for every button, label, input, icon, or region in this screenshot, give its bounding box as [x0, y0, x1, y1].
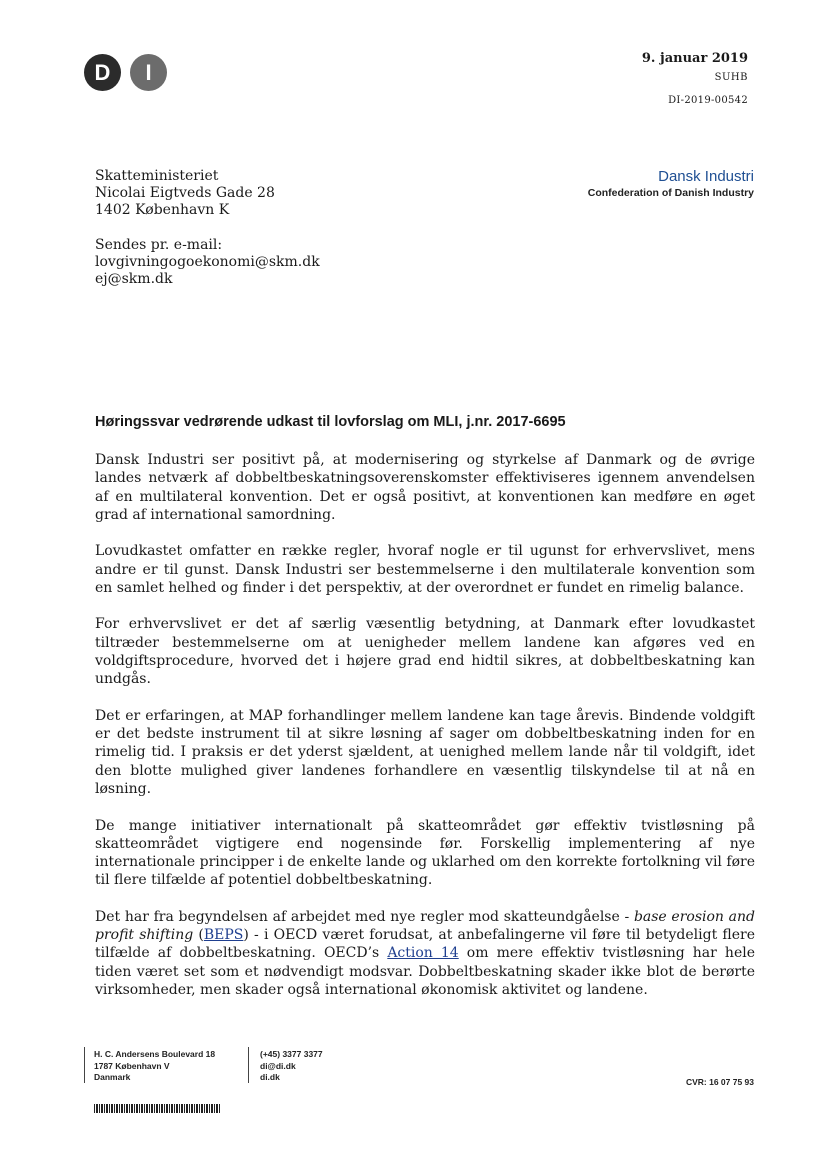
body-italic-text: base erosion and profit shifting [95, 908, 755, 944]
logo-d-circle: D [84, 54, 121, 91]
action-14-link[interactable]: Action 14 [387, 945, 459, 962]
document-title: Høringssvar vedrørende udkast til lovforslag om MLI, j.nr. 2017-6695 [95, 414, 566, 430]
footer-address-line: Danmark [94, 1072, 131, 1082]
recipient-line: 1402 København K [95, 202, 230, 218]
footer-address-line: 1787 København V [94, 1060, 170, 1071]
body-paragraph [95, 908, 755, 999]
brand-name: Dansk Industri [658, 168, 754, 185]
sender-initials: SUHB [714, 72, 748, 83]
body-text: Det har fra begyndelsen af arbejdet med nye regler mod skatteundgåelse - [95, 908, 634, 925]
body-paragraph: Lovudkastet omfatter en række regler, hvoraf nogle er til ugunst for erhvervslivet, mens andre er til gunst. Dansk Industri ser bestemmelserne i den multilaterale konvention som en samlet helhed og finder i det perspektiv, at der overordnet er fundet en rimelig balance. [95, 543, 755, 596]
footer-address [94, 1049, 215, 1084]
footer-divider [84, 1047, 85, 1083]
recipient-address [95, 168, 275, 219]
recipient-line: Skatteministeriet [95, 168, 219, 184]
beps-link[interactable]: BEPS [203, 927, 244, 944]
footer-contact [260, 1049, 323, 1084]
footer-email: di@di.dk [260, 1060, 296, 1071]
footer-cvr: CVR: 16 07 75 93 [685, 1077, 754, 1087]
email-address: ej@skm.dk [95, 271, 173, 287]
email-address: lovgivningogoekonomi@skm.dk [95, 254, 320, 270]
body-text: om mere effektiv tvistløsning har hele tiden været set som et nødvendigt modsvar. Dobbeltbeskatning skader ikke blot de berørte virksomheder, men skader også international økonomisk aktivitet og landene. [95, 945, 755, 999]
footer-phone: (+45) 3377 3377 [260, 1049, 323, 1059]
body-text: ( [193, 927, 204, 944]
body-paragraph: De mange initiativer internationalt på skatteområdet gør effektiv tvistløsning på skatteområdet vigtigere end nogensinde før. Forskellig implementering af nye internationale principper i de enkelte lande og uklarhed om den korrekte fortolkning vil føre til flere tilfælde af potentiel dobbeltbeskatning. [95, 817, 755, 889]
footer-address-line: H. C. Andersens Boulevard 18 [94, 1049, 216, 1059]
send-by-email-block [95, 237, 320, 288]
brand-subtitle: Confederation of Danish Industry [587, 187, 754, 199]
logo-i-circle: I [130, 54, 167, 91]
footer-website: di.dk [260, 1072, 280, 1082]
send-label: Sendes pr. e-mail: [95, 237, 223, 253]
body-paragraph: Dansk Industri ser positivt på, at modernisering og styrkelse af Danmark og de øvrige landes netværk af dobbeltbeskatningsoverenskomster effektiviseres igennem anvendelsen af en multilateral konvention. Det er også positivt, at konventionen kan medføre en øget grad af international samordning. [95, 452, 755, 523]
barcode [94, 1104, 220, 1113]
letter-body [95, 451, 755, 1018]
footer-divider [248, 1047, 249, 1083]
body-paragraph: For erhvervslivet er det af særlig væsentlig betydning, at Danmark efter lovudkastet tiltræder bestemmelserne om at uenigheder mellem landene kan afgøres ved en voldgiftsprocedure, hvorved det i højere grad end hidtil sikres, at dobbeltbeskatning kan undgås. [95, 616, 755, 688]
letter-date: 9. januar 2019 [641, 51, 748, 66]
recipient-line: Nicolai Eigtveds Gade 28 [95, 185, 275, 201]
body-paragraph: Det er erfaringen, at MAP forhandlinger mellem landene kan tage årevis. Bindende voldgift er det bedste instrument til at sikre løsning af sager om dobbeltbeskatning inden for en rimelig tid. I praksis er det yderst sjældent, at uenighed mellem lande når til voldgift, idet den blotte mulighed giver landenes forhandlere en væsentlig tilskyndelse til at nå en løsning. [95, 707, 755, 798]
body-text: ) - i OECD været forudsat, at anbefalingerne vil føre til betydeligt flere tilfælde af dobbeltbeskatning. OECD’s [95, 927, 755, 962]
document-number: DI-2019-00542 [668, 95, 748, 106]
